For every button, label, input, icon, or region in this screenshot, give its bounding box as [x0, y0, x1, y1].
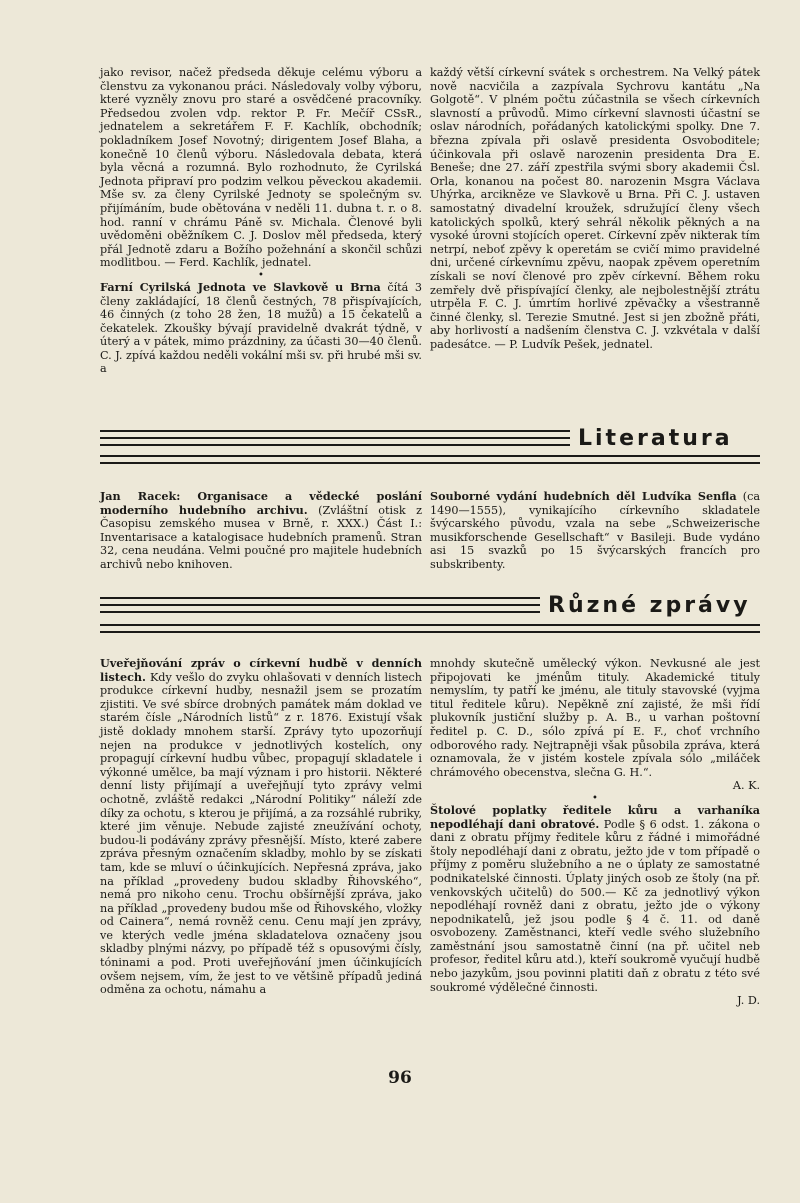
- header-rule-lines: [100, 597, 540, 619]
- article-body: Podle § 6 odst. 1. zákona o dani z obratu příjmy ředitele kůru z řádné i mimořádné štoly nepodléhají dani z obratu, ježto jde v tom případě o příjmy z poměru služebního a ne o úplaty ze samostatné podnikatelské činnosti. Úplaty jiných osob ze štoly (na př. venkovských učitelů) do 500.— Kč za jednotlivý výkon nepodléhají rovněž dani z obratu, ježto jde o výkony nepodnikatelů, jež jsou podle § 4 č. 11. od daně osvobozeny. Zaměstnanci, kteří vedle svého služebního zaměstnání jsou samostatně činní (na př. učitel neb profesor, ředitel kůru atd.), kteří soukromě vyučují hudbě nebo jazykům, jsou povinni platiti daň z obratu z této své soukromé výdělečné činnosti.: [430, 817, 760, 994]
- divider: [100, 462, 760, 464]
- ruzne-left-column: [100, 657, 422, 997]
- article-uverejnovani-continued: mnohdy skutečně umělecký výkon. Nevkusné ale jest připojovati ke jménům tituly. Akademické tituly nemyslím, ty patří ke jménu, ale tituly stavovské (vyjma titul ředitele kůru). Nepěkně zní zajisté, že mši řídí plukovník justiční služby p. A. B., u varhan poštovní ředitel p. C. D., sólo zpívá pí E. F., choť vrchního odborového rady. Nejtrapněji však působila zpráva, která oznamovala, že v jistém kostele zpívala sólo „miláček chrámového obecenstva, slečna G. H.“.: [430, 657, 760, 779]
- section-header-ruzne-zpravy: [100, 593, 760, 619]
- article-uverejnovani: [100, 657, 422, 997]
- article-body: Kdy vešlo do zvyku ohlašovati v denních listech produkce církevní hudby, nesnažil jsem se prozatím zjistiti. Ve své sbírce drobných památek mám doklad ve starém čísle „Národních listů“ z r. 1876. Existují však jistě doklady mnohem starší. Zprávy tyto upozorňují nejen na produkce v jednotlivých kostelích, ony propagují církevní hudbu vůbec, propagují skladatele i výkonné umělce, ba mají význam i pro historii. Některé denní listy přijímají a uveřejňují tyto zprávy velmi ochotně, zvláště redakci „Národní Politiky“ náleží zde díky za ochotu, s kterou je přijímá, a za rozsáhlé rubriky, které jim věnuje. Nebude zajisté zneužívání ochoty, budou-li podávány zprávy přesnější. Místo, které zabere zpráva přesným označením skladby, mohlo by se získati tam, kde se mluví o účinkujících. Nepřesná zpráva, jako na příklad „provedeny budou skladby Řihovského“, nemá pro nikoho cenu. Trochu obšírnější zpráva, jako na příklad „provedeny budou mše od Řihovského, vložky od Cainera“, nemá rovněž cenu. Cenu mají jen zprávy, ve kterých vedle jména skladatelova označeny jsou skladby plnými názvy, po případě též s opusovými čísly, tóninami a pod. Proti uveřejňování jmen účinkujících ovšem nejsem, vím, že jest to ve většině případů jediná odměna za ochotu, námahu a: [100, 670, 422, 997]
- divider: [100, 631, 760, 633]
- article-heading: Farní Cyrilská Jednota ve Slavkově u Brna: [100, 279, 381, 294]
- literatura-entry-racek: [100, 490, 422, 572]
- article-heading: Jan Racek: Organisace a vědecké poslání moderního hudebního archivu.: [100, 489, 422, 517]
- divider: [100, 624, 760, 626]
- divider: [100, 455, 760, 457]
- section-header-literatura: [100, 426, 760, 452]
- top-left-column: [100, 66, 422, 376]
- article-heading: Souborné vydání hudebních děl Ludvíka Senfla: [430, 489, 737, 503]
- literatura-entry-senfl: [430, 490, 760, 572]
- paragraph-slavkov-continued: každý větší církevní svátek s orchestrem. Na Velký pátek nově nacvičila a zazpívala Sychrovu kantátu „Na Golgotě“. V plném počtu zúčastnila se všech církevních slavností a průvodů. Mimo církevní slavnosti účastní se oslav národních, pořádaných katolickými spolky. Dne 7. března zpívala při oslavě presidenta Osvoboditele; účinkovala při oslavě narozenin presidenta Dra E. Beneše; dne 27. září zpestřila svými sbory akademii Čsl. Orla, konanou na počest 80. narozenin Msgra Václava Uhýrka, arcikněze ve Slavkově u Brna. Při C. J. ustaven samostatný divadelní kroužek, sdružující členy všech katolických spolků, který sehrál několik pěkných a na vysoké úrovni stojících operet. Církevní zpěv nikterak tím netrpí, neboť zpěvy k operetám se cvičí mimo pravidelné dni, určené církevnímu zpěvu, naopak zpěvem operetním získali se noví členové pro zpěv církevní. Během roku zemřely dvě přispívající členky, ale nejbolestnější ztrátu utrpěla F. C. J. úmrtím horlivé zpěvačky a všestranně činné členky, sl. Terezie Smutné. Jest si jen zbožně přáti, aby horlivostí a nadšením členstva C. J. vzkvétala v další padesátce. — P. Ludvík Pešek, jednatel.: [430, 66, 760, 351]
- article-stolove-poplatky: [430, 804, 760, 994]
- header-rule-lines: [100, 430, 570, 452]
- literatura-right-column: [430, 490, 760, 572]
- bullet-separator: •: [592, 792, 598, 804]
- article-body: (Zvláštní otisk z Časopisu zemského musea v Brně, r. XXX.) Část I.: Inventarisace a katalogisace hudebních pramenů. Stran 32, cena neudána. Velmi poučné pro majitele hudebních archivů nebo knihoven.: [100, 503, 422, 571]
- article-heading: Uveřejňování zpráv o církevní hudbě v denních listech.: [100, 656, 422, 684]
- paragraph-slavkov: [100, 281, 422, 376]
- author-signature: A. K.: [732, 779, 760, 793]
- article-body: čítá 3 členy zakládající, 18 členů čestných, 78 přispívajících, 46 činných (z toho 28 žen, 18 mužů) a 15 čekatelů a čekatelek. Zkoušky bývají pravidelně dvakrát týdně, v úterý a v pátek, mimo prázdniny, za účasti 30—40 členů. C. J. zpívá každou neděli vokální mši sv. při hrubé mši sv. a: [100, 280, 422, 376]
- section-title-ruzne-zpravy: Různé zprávy: [548, 593, 751, 618]
- article-heading: Štolové poplatky ředitele kůru a varhaníka nepodléhají dani obratové.: [430, 802, 760, 831]
- ruzne-right-column: [430, 657, 760, 1008]
- article-body: (ca 1490—1555), vynikajícího církevního skladatele švýcarského původu, vzala na sebe „Schweizerische musikforschende Gesellschaft“ v Basileji. Bude vydáno asi 15 svazků po 15 švýcarských francích pro subskribenty.: [430, 490, 761, 571]
- author-signature: J. D.: [737, 994, 760, 1008]
- bullet-separator: •: [258, 269, 264, 281]
- section-title-literatura: Literatura: [578, 426, 733, 451]
- literatura-left-column: [100, 490, 422, 572]
- top-right-column: [430, 66, 760, 351]
- page-number: 96: [388, 1068, 412, 1088]
- paragraph-revisor: jako revisor, načež předseda děkuje celému výboru a členstvu za vykonanou práci. Následovaly volby výboru, které vyzněly znovu pro staré a osvědčené pracovníky. Předsedou zvolen vdp. rektor P. Fr. Mečíř CSsR., jednatelem a sekretářem F. F. Kachlík, obchodník; pokladníkem Josef Novotný; dirigentem Josef Blaha, a konečně 10 členů výboru. Následovala debata, která byla věcná a rozumná. Bylo rozhodnuto, že Cyrilská Jednota připraví pro podzim velkou pěveckou akademii. Mše sv. za členy Cyrilské Jednoty se společným sv. přijímáním, bude obětována v neděli 11. dubna t. r. o 8. hod. ranní v chrámu Páně sv. Michala. Členové byli uvědoměni oběžníkem C. J. Doslov měl předseda, který přál Jednotě zdaru a Božího požehnání a skončil schůzi modlitbou. — Ferd. Kachlík, jednatel.: [100, 66, 422, 270]
